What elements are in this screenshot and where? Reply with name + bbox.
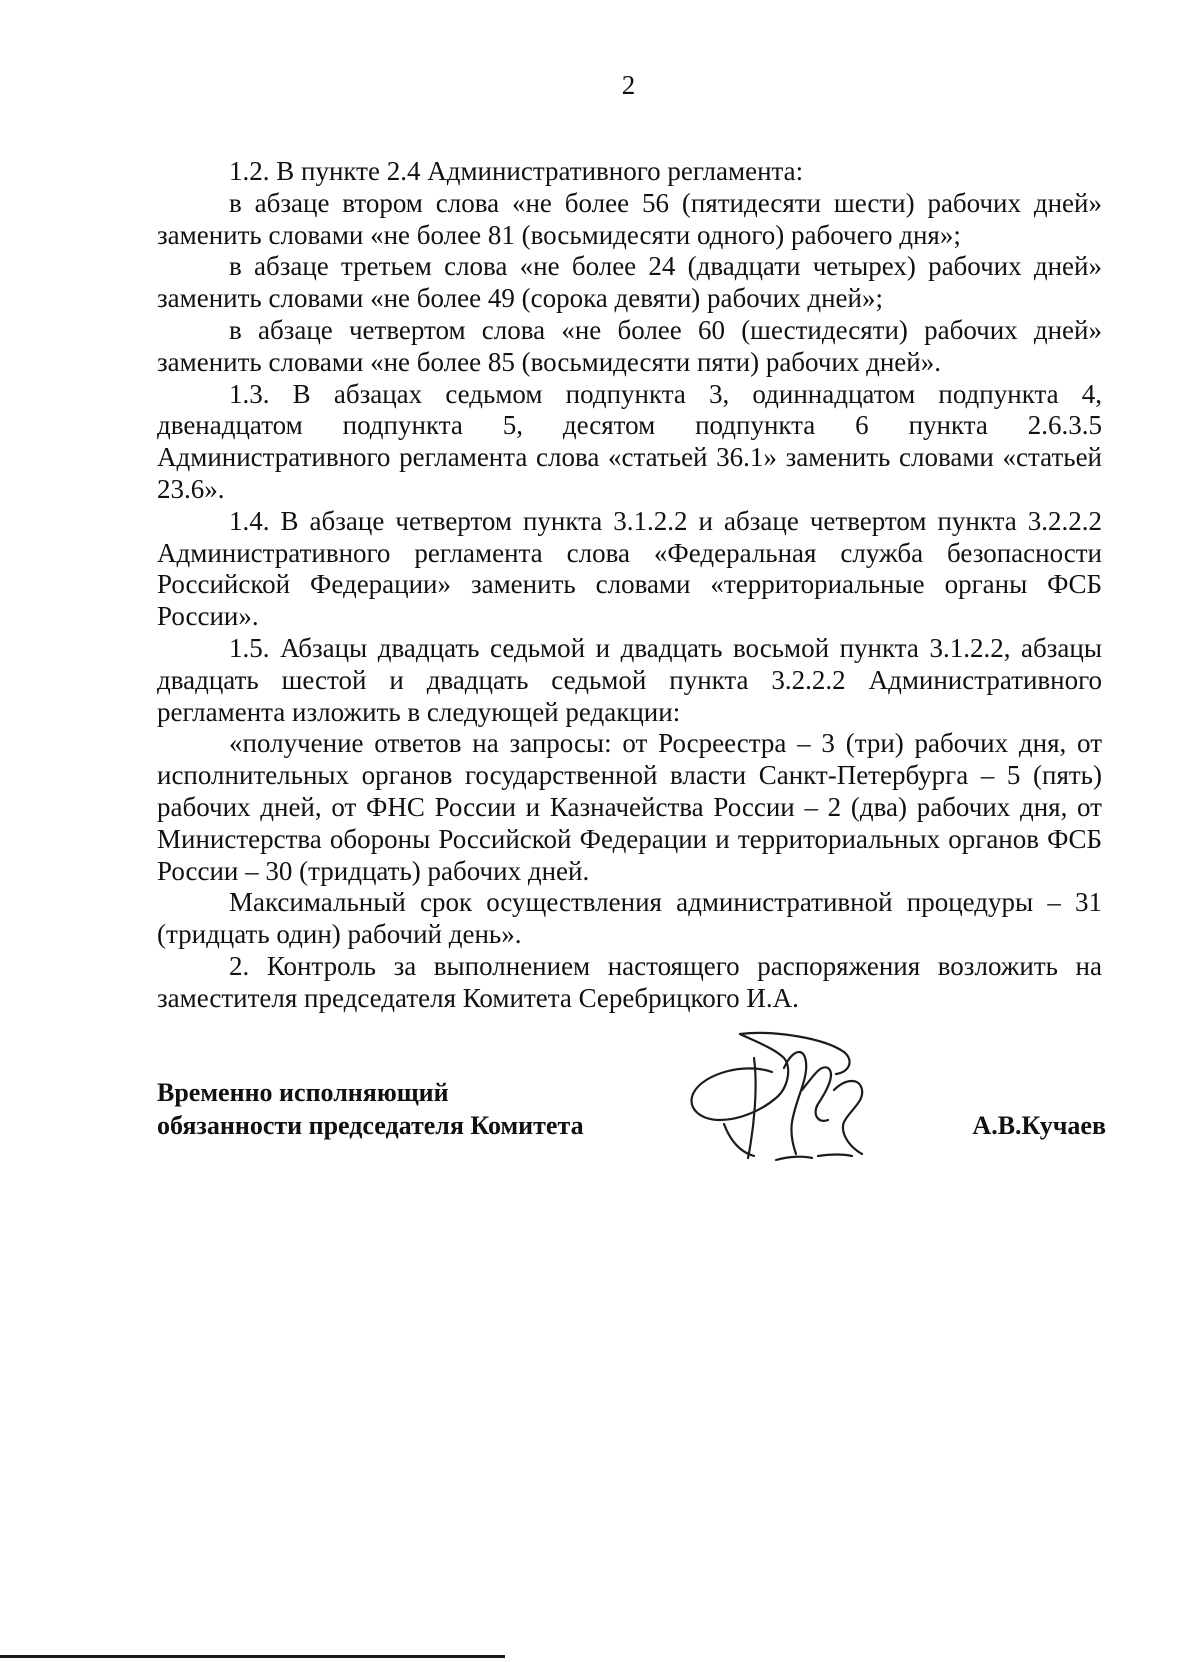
paragraph-1-4: 1.4. В абзаце четвертом пункта 3.1.2.2 и абзаце четвертом пункта 3.2.2.2 Административного регламента слова «Федеральная служба безопасности Российской Федерации» заменить словами «территориальные органы ФСБ России». [157,505,1102,632]
signer-title [157,1076,584,1142]
document-body [157,156,1102,1015]
paragraph-quote-max-term: Максимальный срок осуществления административной процедуры – 31 (тридцать один) рабочий день». [157,887,1102,950]
paragraph-1-5: 1.5. Абзацы двадцать седьмой и двадцать восьмой пункта 3.1.2.2, абзацы двадцать шестой и двадцать седьмой пункта 3.2.2.2 Административного регламента изложить в следующей редакции: [157,632,1102,727]
paragraph-1-2-second: в абзаце втором слова «не более 56 (пятидесяти шести) рабочих дней» заменить словами «не более 81 (восьмидесяти одного) рабочего дня»; [157,187,1102,250]
paragraph-1-2-third: в абзаце третьем слова «не более 24 (двадцати четырех) рабочих дней» заменить словами «не более 49 (сорока девяти) рабочих дней»; [157,251,1102,314]
paragraph-1-2-heading: 1.2. В пункте 2.4 Административного регламента: [229,156,804,186]
page-number: 2 [621,70,636,100]
paragraph-1-2-fourth: в абзаце четвертом слова «не более 60 (шестидесяти) рабочих дней» заменить словами «не более 85 (восьмидесяти пяти) рабочих дней». [157,314,1102,377]
signature-block [157,1076,1106,1166]
paragraph-quote-deadlines: «получение ответов на запросы: от Росреестра – 3 (три) рабочих дня, от исполнительных органов государственной власти Санкт-Петербурга – 5 (пять) рабочих дней, от ФНС России и Казначейства России – 2 (два) рабочих дня, от Министерства обороны Российской Федерации и территориальных органов ФСБ России – 30 (тридцать) рабочих дней. [157,728,1102,886]
handwritten-signature-icon [684,1028,904,1168]
paragraph-2-control: 2. Контроль за выполнением настоящего распоряжения возложить на заместителя председателя Комитета Серебрицкого И.А. [157,950,1102,1013]
signer-title-line-1: Временно исполняющий [157,1078,449,1107]
paragraph-1-3: 1.3. В абзацах седьмом подпункта 3, одиннадцатом подпункта 4, двенадцатом подпункта 5, десятом подпункта 6 пункта 2.6.3.5 Административного регламента слова «статьей 36.1» заменить словами «статьей 23.6». [157,378,1102,504]
bottom-edge-line [0,1655,505,1658]
signer-title-line-2: обязанности председателя Комитета [157,1111,584,1140]
signer-name: А.В.Кучаев [972,1111,1106,1140]
